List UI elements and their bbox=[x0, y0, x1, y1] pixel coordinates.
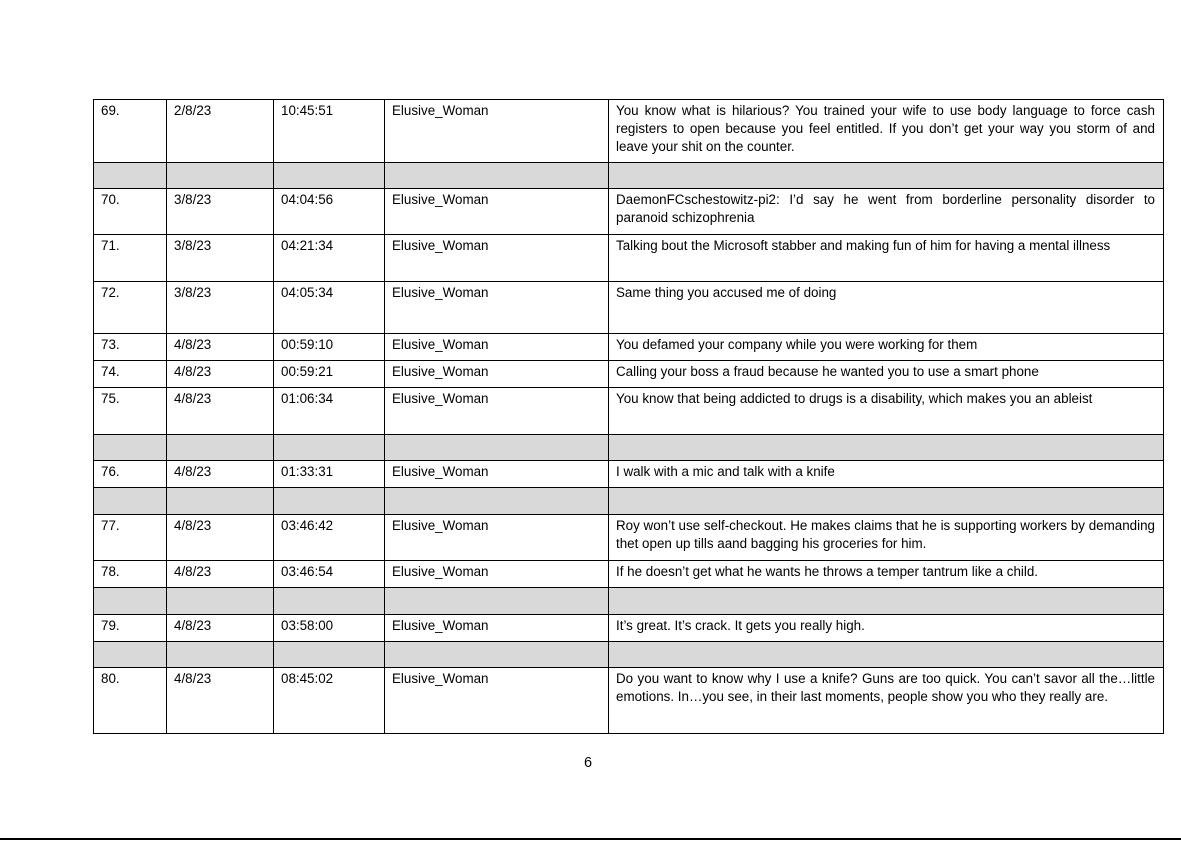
row-time-cell: 03:58:00 bbox=[274, 615, 385, 642]
table-row bbox=[94, 189, 1164, 235]
row-index-cell: 79. bbox=[94, 615, 167, 642]
spacer-cell bbox=[609, 488, 1164, 515]
row-screen-name-cell: Elusive_Woman bbox=[385, 235, 609, 282]
row-date-cell: 4/8/23 bbox=[167, 361, 274, 388]
spacer-cell bbox=[609, 642, 1164, 668]
row-index-cell: 77. bbox=[94, 515, 167, 561]
page-number: 6 bbox=[583, 755, 593, 771]
spacer-cell bbox=[274, 488, 385, 515]
row-date-cell: 4/8/23 bbox=[167, 388, 274, 435]
row-index-cell: 72. bbox=[94, 282, 167, 334]
spacer-cell bbox=[385, 588, 609, 615]
row-screen-name-cell: Elusive_Woman bbox=[385, 615, 609, 642]
spacer-cell bbox=[94, 163, 167, 189]
row-message-cell: Calling your boss a fraud because he wanted you to use a smart phone bbox=[609, 361, 1164, 388]
row-time-cell: 04:05:34 bbox=[274, 282, 385, 334]
row-message-cell: You know what is hilarious? You trained your wife to use body language to force cash registers to open because you feel entitled. If you don’t get your way you storm of and leave your shit on the counter. bbox=[609, 100, 1164, 163]
spacer-cell bbox=[167, 488, 274, 515]
table-row bbox=[94, 615, 1164, 642]
row-index-cell: 74. bbox=[94, 361, 167, 388]
spacer-cell bbox=[94, 435, 167, 461]
spacer-cell bbox=[167, 163, 274, 189]
row-screen-name-cell: Elusive_Woman bbox=[385, 100, 609, 163]
row-time-cell: 03:46:42 bbox=[274, 515, 385, 561]
row-index-cell: 76. bbox=[94, 461, 167, 488]
spacer-cell bbox=[609, 588, 1164, 615]
table-row bbox=[94, 561, 1164, 588]
row-screen-name-cell: Elusive_Woman bbox=[385, 515, 609, 561]
row-time-cell: 04:04:56 bbox=[274, 189, 385, 235]
row-screen-name-cell: Elusive_Woman bbox=[385, 461, 609, 488]
row-index-cell: 70. bbox=[94, 189, 167, 235]
row-screen-name-cell: Elusive_Woman bbox=[385, 668, 609, 734]
footer-rule bbox=[0, 838, 1181, 840]
row-time-cell: 03:46:54 bbox=[274, 561, 385, 588]
row-screen-name-cell: Elusive_Woman bbox=[385, 334, 609, 361]
row-date-cell: 3/8/23 bbox=[167, 282, 274, 334]
spacer-cell bbox=[385, 435, 609, 461]
spacer-cell bbox=[609, 435, 1164, 461]
row-index-cell: 71. bbox=[94, 235, 167, 282]
spacer-cell bbox=[167, 588, 274, 615]
spacer-cell bbox=[167, 435, 274, 461]
chat-log-table-body bbox=[94, 100, 1164, 734]
row-message-cell: I walk with a mic and talk with a knife bbox=[609, 461, 1164, 488]
row-message-cell: If he doesn’t get what he wants he throws a temper tantrum like a child. bbox=[609, 561, 1164, 588]
row-message-cell: DaemonFCschestowitz-pi2: I’d say he went from borderline personality disorder to paranoid schizophrenia bbox=[609, 189, 1164, 235]
table-row bbox=[94, 361, 1164, 388]
table-row bbox=[94, 334, 1164, 361]
row-message-cell: Do you want to know why I use a knife? Guns are too quick. You can’t savor all the…little emotions. In…you see, in their last moments, people show you who they really are. bbox=[609, 668, 1164, 734]
row-message-cell: Talking bout the Microsoft stabber and making fun of him for having a mental illness bbox=[609, 235, 1164, 282]
row-index-cell: 78. bbox=[94, 561, 167, 588]
row-message-cell: It’s great. It’s crack. It gets you really high. bbox=[609, 615, 1164, 642]
table-row bbox=[94, 668, 1164, 734]
chat-log-table bbox=[93, 99, 1164, 734]
spacer-cell bbox=[385, 163, 609, 189]
spacer-row bbox=[94, 163, 1164, 189]
row-screen-name-cell: Elusive_Woman bbox=[385, 282, 609, 334]
row-index-cell: 69. bbox=[94, 100, 167, 163]
spacer-cell bbox=[167, 642, 274, 668]
spacer-cell bbox=[94, 642, 167, 668]
row-screen-name-cell: Elusive_Woman bbox=[385, 189, 609, 235]
spacer-row bbox=[94, 642, 1164, 668]
table-row bbox=[94, 388, 1164, 435]
row-time-cell: 10:45:51 bbox=[274, 100, 385, 163]
row-message-cell: You defamed your company while you were working for them bbox=[609, 334, 1164, 361]
spacer-cell bbox=[274, 642, 385, 668]
row-time-cell: 01:06:34 bbox=[274, 388, 385, 435]
row-time-cell: 04:21:34 bbox=[274, 235, 385, 282]
row-message-cell: Roy won’t use self-checkout. He makes claims that he is supporting workers by demanding thet open up tills aand bagging his groceries for him. bbox=[609, 515, 1164, 561]
spacer-cell bbox=[274, 588, 385, 615]
table-row bbox=[94, 235, 1164, 282]
table-row bbox=[94, 461, 1164, 488]
row-date-cell: 4/8/23 bbox=[167, 515, 274, 561]
row-time-cell: 01:33:31 bbox=[274, 461, 385, 488]
row-date-cell: 4/8/23 bbox=[167, 334, 274, 361]
spacer-cell bbox=[385, 642, 609, 668]
row-date-cell: 4/8/23 bbox=[167, 461, 274, 488]
spacer-cell bbox=[94, 488, 167, 515]
row-message-cell: You know that being addicted to drugs is a disability, which makes you an ableist bbox=[609, 388, 1164, 435]
row-date-cell: 2/8/23 bbox=[167, 100, 274, 163]
row-date-cell: 4/8/23 bbox=[167, 668, 274, 734]
row-index-cell: 73. bbox=[94, 334, 167, 361]
row-screen-name-cell: Elusive_Woman bbox=[385, 561, 609, 588]
row-index-cell: 75. bbox=[94, 388, 167, 435]
row-screen-name-cell: Elusive_Woman bbox=[385, 361, 609, 388]
row-date-cell: 4/8/23 bbox=[167, 561, 274, 588]
row-index-cell: 80. bbox=[94, 668, 167, 734]
table-row bbox=[94, 100, 1164, 163]
row-date-cell: 3/8/23 bbox=[167, 235, 274, 282]
row-time-cell: 00:59:10 bbox=[274, 334, 385, 361]
row-date-cell: 3/8/23 bbox=[167, 189, 274, 235]
spacer-cell bbox=[274, 435, 385, 461]
spacer-row bbox=[94, 435, 1164, 461]
spacer-cell bbox=[274, 163, 385, 189]
spacer-row bbox=[94, 588, 1164, 615]
row-message-cell: Same thing you accused me of doing bbox=[609, 282, 1164, 334]
row-time-cell: 00:59:21 bbox=[274, 361, 385, 388]
spacer-cell bbox=[94, 588, 167, 615]
row-date-cell: 4/8/23 bbox=[167, 615, 274, 642]
table-row bbox=[94, 282, 1164, 334]
table-row bbox=[94, 515, 1164, 561]
spacer-cell bbox=[385, 488, 609, 515]
row-screen-name-cell: Elusive_Woman bbox=[385, 388, 609, 435]
spacer-cell bbox=[609, 163, 1164, 189]
spacer-row bbox=[94, 488, 1164, 515]
row-time-cell: 08:45:02 bbox=[274, 668, 385, 734]
